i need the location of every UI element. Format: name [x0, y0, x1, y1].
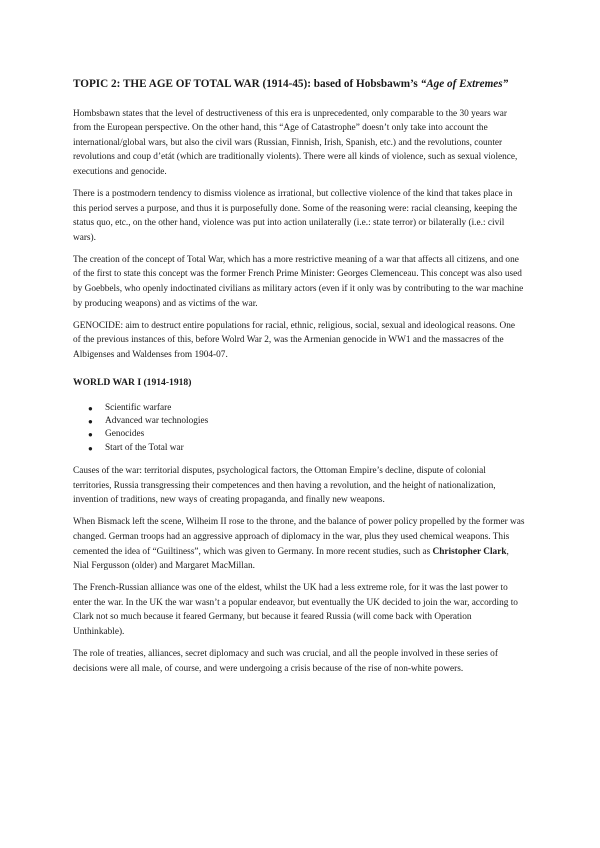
title-main: TOPIC 2: THE AGE OF TOTAL WAR (1914-45): based of Hobsbawm’s: [73, 78, 421, 90]
paragraph-bismarck-end: , Nial Fergusson (older) and Margaret MacMillan.: [73, 546, 509, 572]
section-heading-ww1: WORLD WAR I (1914-1918): [73, 376, 192, 388]
list-item: [88, 428, 525, 441]
list-item-text: Genocides: [105, 429, 145, 440]
paragraph-bismarck: [73, 515, 525, 573]
paragraph-treaties: The role of treaties, alliances, secret diplomacy and such was crucial, and all the people involved in these series of decisions were all male, of course, and were undergoing a crisis because of the rise of non-white powers.: [73, 649, 498, 674]
page-title: [73, 76, 525, 93]
bullet-icon: ●: [88, 443, 93, 453]
bullet-icon: ●: [88, 430, 93, 440]
paragraph-causes: Causes of the war: territorial disputes, psychological factors, the Ottoman Empire’s decline, dispute of colonial territories, Russia transgressing their competences and then having a revolution, and the height of nationalization, invention of traditions, new ways of creating propaganda, and finally new weapons.: [73, 466, 496, 506]
paragraph-bismarck-text: When Bismack left the scene, Wilheim II rose to the throne, and the balance of power policy propelled by the former was changed. German troops had an aggressive approach of diplomacy in the war, plus they used chemical weapons. This cemented the idea of “Guiltiness”, which was given to Germany. In more recent studies, such as: [73, 517, 525, 557]
paragraph-violence-purpose: There is a postmodern tendency to dismiss violence as irrational, but collective violence of the kind that takes place in this period serves a purpose, and thus it is purposefully done. Some of the reasoning were: racial cleansing, keeping the status quo, etc., on the other hand, violence was put into action unilaterally (i.e.: state terror) or bilaterally (i.e.: civil wars).: [73, 188, 518, 243]
list-item-text: Start of the Total war: [105, 442, 184, 453]
paragraph-total-war: The creation of the concept of Total War, which has a more restrictive meaning of a war that affects all citizens, and one of the first to state this concept was the former French Prime Minister: Georges Clemenceau. This concept was also used by Goebbels, who openly indoctinated civilians as military actors (even if it only was by contributing to the war machine by producing weapons) and as victims of the war.: [73, 254, 524, 309]
bullet-list: [73, 402, 525, 456]
paragraph-hobsbawm: Hombsbawn states that the level of destructiveness of this era is unprecedented, only comparable to the 30 years war from the European perspective. On the other hand, this “Age of Catastrophe” doesn’t only take into account the international/global wars, but also the civil wars (Russian, Finnish, Irish, Spanish, etc.) and the revolutions, counter revolutions and coup d’etát (which are traditionally violents). There were all kinds of violence, such as sexual violence, executions and genocide.: [73, 108, 518, 177]
list-item: [88, 415, 525, 428]
author-name: Christopher Clark: [432, 546, 507, 557]
document-body: [73, 76, 525, 684]
paragraph-genocide: GENOCIDE: aim to destruct entire populations for racial, ethnic, religious, social, sexual and ideological reasons. One of the previous instances of this, before Wolrd War 2, was the Armenian genocide in WW1 and the massacres of the Albigenses and Waldenses from 1904-07.: [73, 320, 515, 360]
list-item: [88, 402, 525, 415]
bullet-icon: ●: [88, 416, 93, 426]
title-italic: “Age of Extremes”: [420, 78, 509, 90]
list-item: [88, 442, 525, 455]
list-item-text: Advanced war technologies: [105, 415, 209, 426]
paragraph-alliance: The French-Russian alliance was one of the eldest, whilst the UK had a less extreme role, for it was the last power to enter the war. In the UK the war wasn’t a popular endeavor, but eventually the UK decided to join the war, according to Clark not so much because it feared Germany, but because it feared Russia (will come back with Operation Unthinkable).: [73, 583, 518, 638]
bullet-icon: ●: [88, 403, 93, 413]
list-item-text: Scientific warfare: [105, 402, 172, 413]
